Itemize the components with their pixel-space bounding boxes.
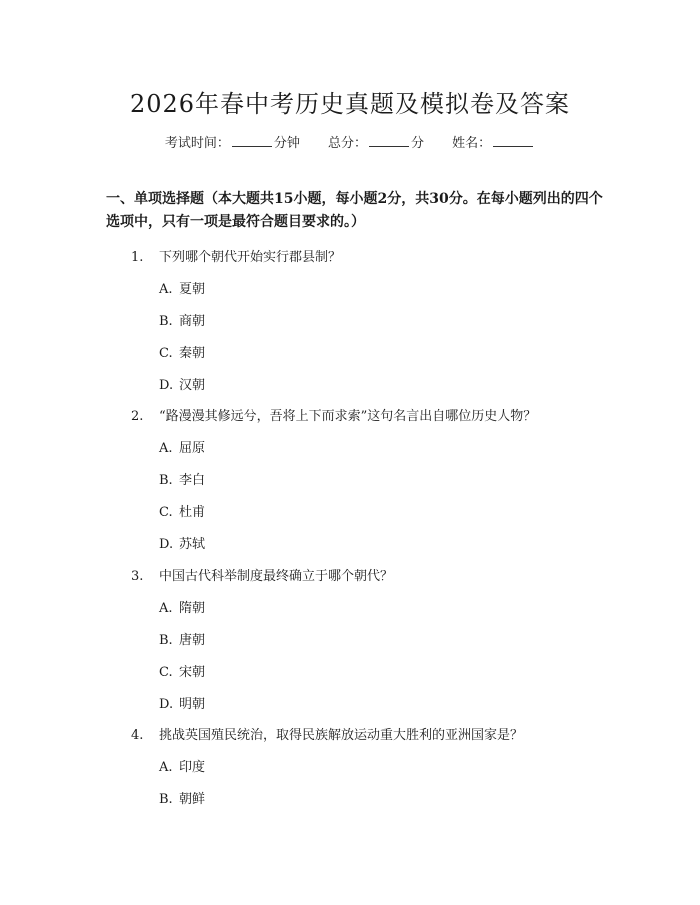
question-text: 中国古代科举制度最终确立于哪个朝代？ xyxy=(159,569,394,584)
option xyxy=(159,501,205,520)
question-text: 挑战英国殖民统治，取得民族解放运动重大胜利的亚洲国家是？ xyxy=(159,728,524,743)
exam-time xyxy=(165,136,300,151)
option-text: 商朝 xyxy=(179,314,206,329)
option-letter: C. xyxy=(159,505,173,520)
option-letter: D. xyxy=(159,697,174,712)
question xyxy=(131,724,523,743)
option xyxy=(159,374,205,393)
option xyxy=(159,756,205,775)
total-score xyxy=(328,136,424,151)
option-text: 苏轼 xyxy=(179,537,206,552)
option xyxy=(159,788,205,807)
option xyxy=(159,310,205,329)
question-text: 下列哪个朝代开始实行郡县制？ xyxy=(159,250,342,265)
option-letter: B. xyxy=(159,473,173,488)
section-heading: 一、单项选择题（本大题共15小题，每小题2分，共30分。在每小题列出的四个选项中，只有一项是最符合题目要求的。） xyxy=(106,191,603,230)
option-text: 杜甫 xyxy=(179,505,206,520)
option-letter: C. xyxy=(159,665,173,680)
option xyxy=(159,661,205,680)
score-label: 总分： xyxy=(327,136,367,151)
option-text: 唐朝 xyxy=(179,633,206,648)
question xyxy=(131,565,393,584)
option-letter: B. xyxy=(159,633,173,648)
option-letter: D. xyxy=(159,537,174,552)
option-text: 朝鲜 xyxy=(179,792,206,807)
option-text: 李白 xyxy=(179,473,206,488)
name-blank xyxy=(493,134,533,147)
option-letter: B. xyxy=(159,792,173,807)
option-text: 夏朝 xyxy=(179,282,206,297)
option-text: 隋朝 xyxy=(179,601,206,616)
option-text: 明朝 xyxy=(179,697,206,712)
option xyxy=(159,693,205,712)
question-number: 3. xyxy=(131,569,144,584)
name-label: 姓名： xyxy=(452,136,492,151)
option-letter: A. xyxy=(159,441,173,456)
student-name xyxy=(452,136,535,151)
option-letter: D. xyxy=(159,378,174,393)
question-number: 1. xyxy=(131,250,144,265)
option-text: 汉朝 xyxy=(179,378,206,393)
time-label: 考试时间： xyxy=(164,136,230,151)
option-text: 宋朝 xyxy=(179,665,206,680)
option-letter: B. xyxy=(159,314,173,329)
option-text: 印度 xyxy=(179,760,206,775)
option-letter: C. xyxy=(159,346,173,361)
question-number: 2. xyxy=(131,409,144,424)
option xyxy=(159,437,205,456)
option xyxy=(159,629,205,648)
score-unit: 分 xyxy=(411,136,425,151)
option xyxy=(159,342,205,361)
option-letter: A. xyxy=(159,282,173,297)
option-letter: A. xyxy=(159,601,173,616)
option xyxy=(159,597,205,616)
option xyxy=(159,533,205,552)
page-title: 2026年春中考历史真题及模拟卷及答案 xyxy=(129,90,571,118)
exam-meta xyxy=(0,132,700,151)
question xyxy=(131,246,341,265)
option-text: 屈原 xyxy=(179,441,206,456)
question-text: “路漫漫其修远兮，吾将上下而求索”这句名言出自哪位历史人物？ xyxy=(159,409,537,424)
time-blank xyxy=(232,134,272,147)
option-text: 秦朝 xyxy=(179,346,206,361)
option xyxy=(159,278,205,297)
time-unit: 分钟 xyxy=(273,136,300,151)
question-number: 4. xyxy=(131,728,144,743)
score-blank xyxy=(369,134,409,147)
option-letter: A. xyxy=(159,760,173,775)
option xyxy=(159,469,205,488)
question xyxy=(131,405,536,424)
